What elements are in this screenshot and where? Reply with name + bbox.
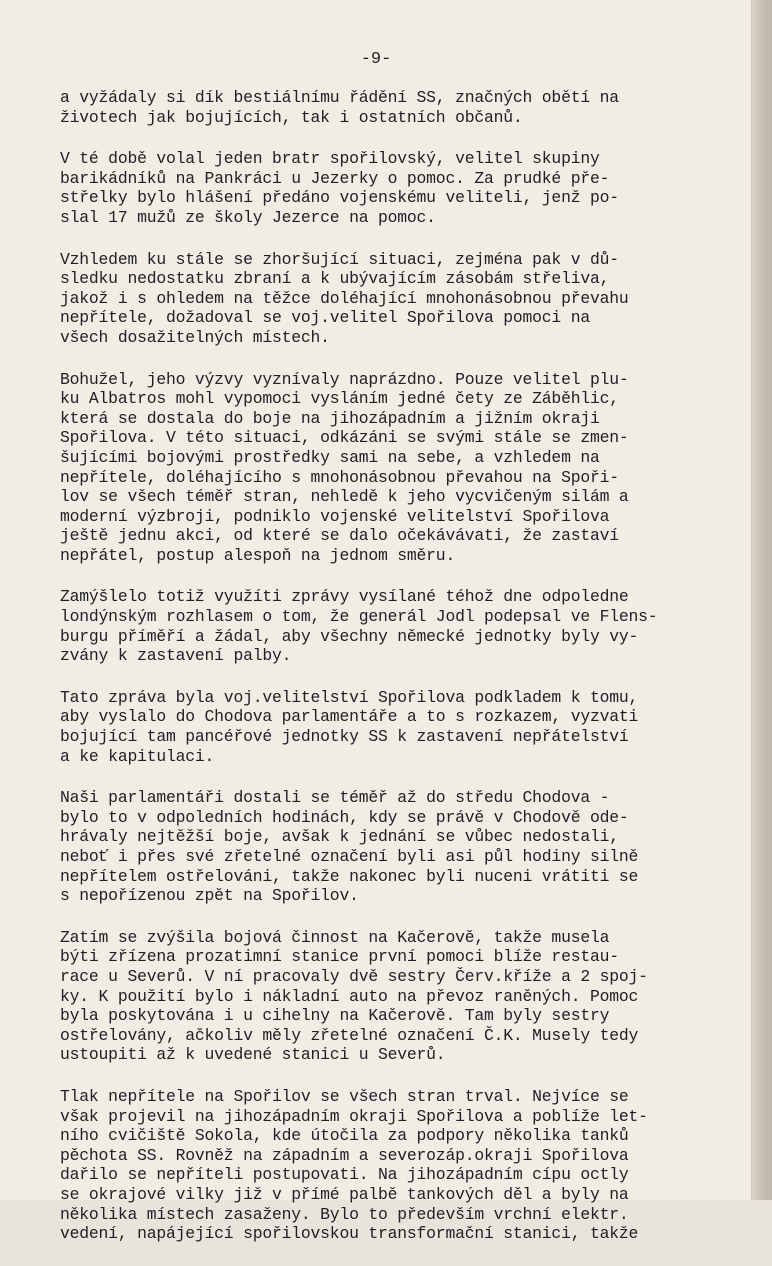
text-line: Zatím se zvýšila bojová činnost na Kačerově, takže musela [60, 927, 610, 947]
paragraph [60, 788, 720, 906]
text-line: neboť i přes své zřetelné označení byli asi půl hodiny silně [60, 847, 639, 866]
text-line: všech dosažitelných místech. [60, 327, 330, 347]
text-line: V té době volal jeden bratr spořilovský, velitel skupiny [60, 149, 600, 169]
paragraph [60, 587, 720, 665]
paragraph [60, 149, 720, 227]
text-line: s nepořízenou zpět na Spořilov. [60, 886, 359, 906]
text-line: race u Severů. V ní pracovaly dvě sestry Červ.kříže a 2 spoj- [60, 966, 648, 986]
text-line: Spořilova. V této situaci, odkázáni se svými stále se zmen- [60, 428, 629, 448]
text-line: Naši parlamentáři dostali se téměř až do středu Chodova - [60, 788, 610, 808]
text-line: a ke kapitulaci. [60, 746, 215, 766]
text-line: barikádníků na Pankráci u Jezerky o pomoc. Za prudké pře- [60, 168, 610, 188]
page-number: -9- [360, 50, 392, 69]
text-line: a vyžádaly si dík bestiálnímu řádění SS, značných obětí na [60, 88, 619, 107]
paragraph [60, 688, 720, 766]
text-line: pěchota SS. Rovněž na západním a severozáp.okraji Spořilova [60, 1145, 629, 1165]
text-line: Zamýšlelo totiž využíti zprávy vysílané téhož dne odpoledne [60, 587, 629, 607]
text-line: ky. K použití bylo i nákladní auto na převoz raněných. Pomoc [60, 986, 639, 1006]
text-line: Tato zpráva byla voj.velitelství Spořilova podkladem k tomu, [60, 687, 639, 707]
paragraph [60, 88, 720, 127]
text-line: ku Albatros mohl vypomoci vysláním jedné čety ze Záběhlic, [60, 389, 619, 409]
text-line: nepřítelem ostřelováni, takže nakonec byli nuceni vrátiti se [60, 866, 639, 886]
text-line: zvány k zastavení palby. [60, 646, 292, 666]
document-body [60, 88, 720, 1266]
text-line: londýnským rozhlasem o tom, že generál Jodl podepsal ve Flens- [60, 607, 658, 627]
text-line: ještě jednu akci, od které se dalo očekávávati, že zastaví [60, 526, 619, 546]
text-line: býti zřízena prozatimní stanice první pomoci blíže restau- [60, 947, 619, 967]
text-line: Vzhledem ku stále se zhoršující situaci, zejména pak v dů- [60, 249, 619, 269]
text-line: byla poskytována i u cihelny na Kačerově. Tam byly sestry [60, 1006, 610, 1026]
text-line: která se dostala do boje na jihozápadním a jižním okraji [60, 408, 600, 428]
text-line: ního cvičiště Sokola, kde útočila za podpory několika tanků [60, 1126, 629, 1146]
text-line: Bohužel, jeho výzvy vyznívaly naprázdno. Pouze velitel plu- [60, 369, 629, 389]
text-line: šujícími bojovými prostředky sami na sebe, a vzhledem na [60, 447, 600, 467]
text-line: sledku nedostatku zbraní a k ubývajícím zásobám střeliva, [60, 269, 610, 289]
text-line: aby vyslalo do Chodova parlamentáře a to s rozkazem, vyzvati [60, 707, 639, 727]
paragraph [60, 250, 720, 348]
text-line: se okrajové vilky již v přímé palbě tankových děl a byly na [60, 1184, 629, 1204]
text-line: jakož i s ohledem na těžce doléhající mnohonásobnou převahu [60, 288, 629, 308]
text-line: moderní výzbroji, podniklo vojenské velitelství Spořilova [60, 506, 610, 526]
text-line: ostřelovány, ačkoliv měly zřetelné označení Č.K. Musely tedy [60, 1025, 639, 1045]
text-line: bylo to v odpoledních hodinách, kdy se právě v Chodově ode- [60, 807, 629, 827]
text-line: nepřátel, postup alespoň na jednom směru. [60, 545, 456, 565]
text-line: burgu příměří a žádal, aby všechny německé jednotky byly vy- [60, 626, 639, 646]
text-line: ustoupiti až k uvedené stanici u Severů. [60, 1045, 446, 1065]
page-edge [752, 0, 772, 1200]
text-line: několika místech zasaženy. Bylo to především vrchní elektr. [60, 1204, 629, 1224]
paragraph [60, 928, 720, 1065]
text-line: životech jak bojujících, tak i ostatních občanů. [60, 107, 523, 127]
paragraph [60, 370, 720, 566]
text-line: vedení, napájející spořilovskou transformační stanici, takže [60, 1224, 639, 1244]
text-line: však projevil na jihozápadním okraji Spořilova a poblíže let- [60, 1106, 648, 1126]
text-line: střelky bylo hlášení předáno vojenskému veliteli, jenž po- [60, 188, 619, 208]
text-line: slal 17 mužů ze školy Jezerce na pomoc. [60, 207, 436, 227]
text-line: hrávaly nejtěžší boje, avšak k jednání se vůbec nedostali, [60, 827, 619, 847]
paragraph [60, 1087, 720, 1244]
text-line: dařilo se nepříteli postupovati. Na jihozápadním cípu octly [60, 1165, 629, 1185]
text-line: lov se všech téměř stran, nehledě k jeho vycvičeným silám a [60, 487, 629, 507]
text-line: Tlak nepřítele na Spořilov se všech stran trval. Nejvíce se [60, 1086, 629, 1106]
text-line: nepřítele, dožadoval se voj.velitel Spořilova pomoci na [60, 308, 590, 328]
text-line: nepřítele, doléhajícího s mnohonásobnou převahou na Spoři- [60, 467, 619, 487]
text-line: bojující tam pancéřové jednotky SS k zastavení nepřátelství [60, 727, 629, 747]
